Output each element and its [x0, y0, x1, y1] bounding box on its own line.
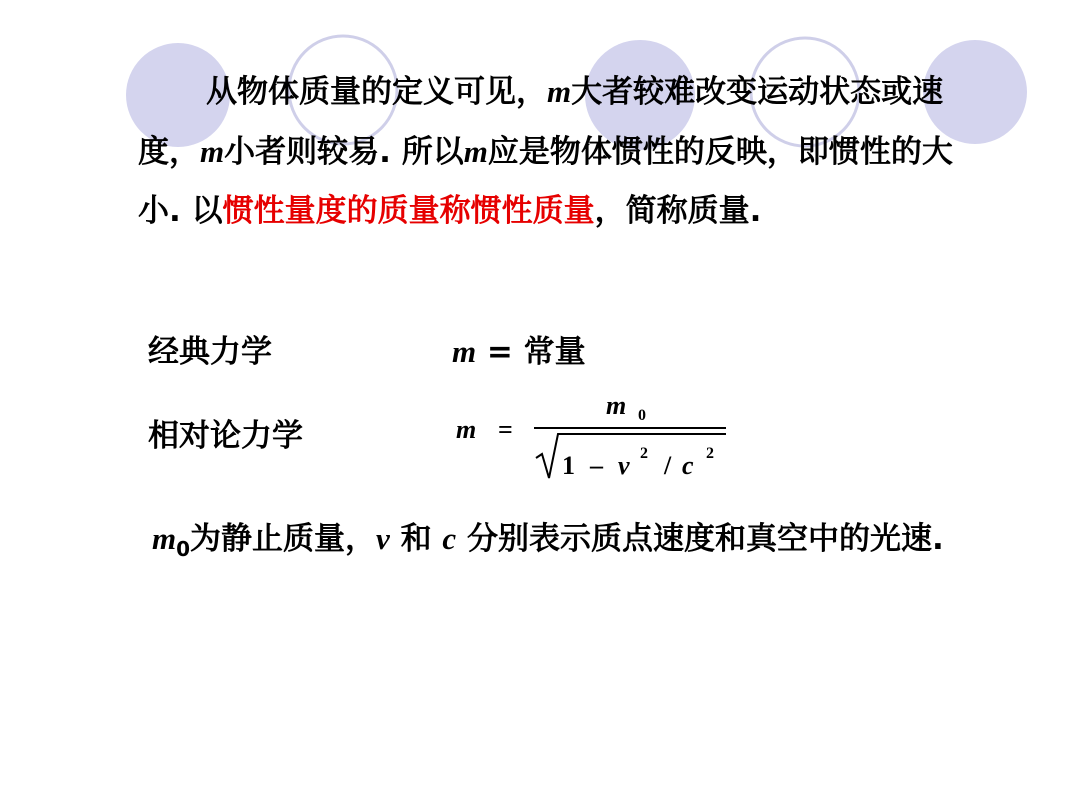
formula-one: 1: [562, 451, 575, 480]
var-m: m: [452, 334, 477, 369]
highlight-term: 惯性量度的质量称惯性质量: [222, 193, 595, 229]
var-v: v: [376, 521, 390, 556]
formula-slash: /: [664, 451, 672, 480]
note-text-3: 分别表示质点速度和真空中的光速.: [456, 521, 944, 557]
classical-eq-rhs: = 常量: [476, 334, 586, 370]
var-m0-subscript: 0: [176, 537, 191, 562]
para-text-3: 小者则较易. 所以: [224, 134, 464, 170]
note-text-2: 和: [389, 521, 443, 557]
notation-note: [152, 508, 952, 580]
var-m: m: [547, 74, 572, 109]
var-c: c: [442, 521, 457, 556]
formula-lhs-m: m: [456, 415, 477, 444]
formula-c: c: [682, 451, 694, 480]
formula-numerator-m: m: [606, 391, 627, 420]
para-text-1: 从物体质量的定义可见，: [206, 74, 547, 110]
formula-minus: –: [590, 451, 603, 480]
para-text-5: ，简称质量.: [594, 193, 762, 229]
var-m0: m: [152, 521, 177, 556]
var-m: m: [200, 134, 225, 169]
relativistic-mass-formula: [450, 386, 740, 486]
relativistic-mechanics-label: 相对论力学: [148, 418, 303, 454]
formula-c-exponent: 2: [706, 445, 714, 462]
formula-v: v: [618, 451, 630, 480]
classical-equation: [452, 326, 586, 371]
formula-equals: =: [498, 415, 513, 444]
para-text-2: 大者较难改变运动状态或速度，: [138, 74, 944, 170]
var-m: m: [463, 134, 488, 169]
note-text-1: 为静止质量，: [190, 521, 377, 557]
para-text-4: 应是物体惯性的反映，即惯性的大小. 以: [138, 134, 953, 229]
formula-numerator-sub: 0: [638, 407, 646, 424]
formula-v-exponent: 2: [640, 445, 648, 462]
classical-mechanics-label: 经典力学: [148, 334, 272, 370]
definition-paragraph: [138, 62, 958, 241]
